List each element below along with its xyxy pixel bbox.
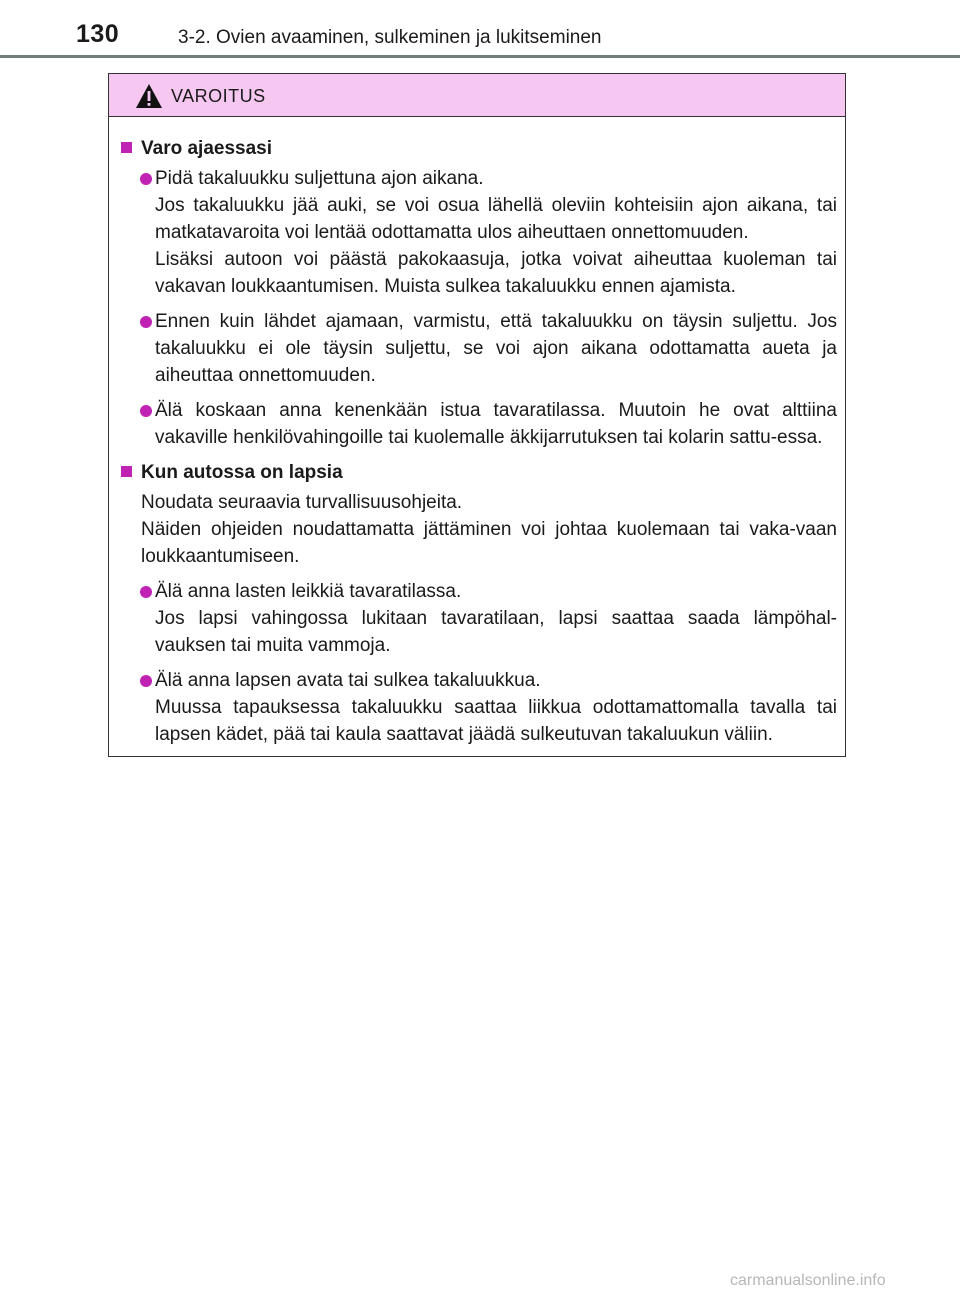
bullet-line: Älä koskaan anna kenenkään istua tavaratilassa. Muutoin he ovat alttiina vakaville henkilövahingoille tai kuolemalle äkkijarrutuksen tai kolarin sattu-essa. [155,400,837,448]
warning-title: VAROITUS [171,86,266,106]
section-heading-text: Kun autossa on lapsia [141,462,343,483]
circle-bullet-icon [140,675,152,687]
page-header [0,0,960,58]
bullet-line: Ennen kuin lähdet ajamaan, varmistu, että takaluukku on täysin suljettu. Jos takaluukku ei ole täysin suljettu, se voi ajon aikana odottamatta aueta ja aiheuttaa onnettomuuden. [155,311,837,386]
section-heading [121,459,837,486]
bullet-line: Lisäksi autoon voi päästä pakokaasuja, jotka voivat aiheuttaa kuoleman tai vakavan loukkaantumisen. Muista sulkea takaluukku ennen ajamista. [155,249,837,297]
section-intro [121,489,837,570]
bullet-line: Muussa tapauksessa takaluukku saattaa liikkua odottamattomalla tavalla tai lapsen kädet, pää tai kaula saattavat jäädä sulkeutuvan takaluukun väliin. [155,697,837,745]
circle-bullet-icon [140,586,152,598]
circle-bullet-icon [140,405,152,417]
watermark: carmanualsonline.info [730,1272,886,1289]
section-title: 3-2. Ovien avaaminen, sulkeminen ja lukitseminen [178,27,602,48]
bullet-item [121,397,837,451]
bullet-item [121,308,837,389]
warning-header [109,74,845,117]
square-bullet-icon [121,142,132,153]
section-heading [121,135,837,162]
page-number: 130 [76,20,120,48]
circle-bullet-icon [140,316,152,328]
header-divider [0,55,960,58]
bullet-line: Älä anna lapsen avata tai sulkea takaluukkua. [155,670,541,691]
warning-body [109,117,845,748]
bullet-line: Älä anna lasten leikkiä tavaratilassa. [155,581,462,602]
bullet-line: Jos lapsi vahingossa lukitaan tavaratilaan, lapsi saattaa saada lämpöhal-vauksen tai muita vammoja. [155,608,837,656]
bullet-line: Jos takaluukku jää auki, se voi osua lähellä oleviin kohteisiin ajon aikana, tai matkatavaroita voi lentää odottamatta ulos aiheuttaen onnettomuuden. [155,195,837,243]
warning-box [108,73,846,757]
bullet-line: Pidä takaluukku suljettuna ajon aikana. [155,168,484,189]
warning-triangle-icon [135,83,163,109]
bullet-item [121,578,837,659]
intro-line: Näiden ohjeiden noudattamatta jättäminen voi johtaa kuolemaan tai vaka-vaan loukkaantumiseen. [141,519,837,567]
bullet-item [121,667,837,748]
bullet-item [121,165,837,300]
circle-bullet-icon [140,173,152,185]
intro-line: Noudata seuraavia turvallisuusohjeita. [141,492,463,513]
section-heading-text: Varo ajaessasi [141,138,272,159]
square-bullet-icon [121,466,132,477]
